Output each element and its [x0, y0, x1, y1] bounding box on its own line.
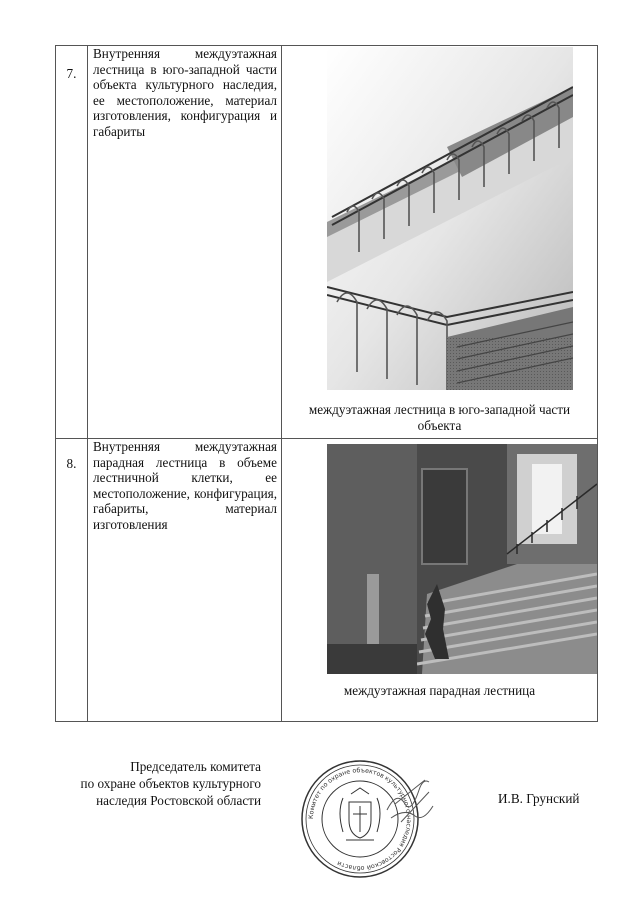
photo-cell — [282, 439, 598, 722]
photo-caption: междуэтажная парадная лестница — [343, 683, 536, 698]
photo-cell — [282, 46, 598, 439]
row-description: Внутренняя междуэтажная парадная лестница в объеме лестничной клетки, ее местоположение, конфигурация, габариты, материал изготовления — [93, 439, 277, 532]
signer-position-line: по охране объектов культурного — [80, 776, 261, 791]
row-description: Внутренняя междуэтажная лестница в юго-западной части объекта культурного наследия, ее местоположение, материал изготовления, конфигурация и габариты — [93, 46, 277, 139]
seal-ring-text: Комитет по охране объектов культурного наследия Ростовской области — [307, 767, 413, 872]
row-number: 8. — [66, 456, 77, 471]
objects-table — [55, 45, 598, 722]
description-cell — [88, 46, 282, 439]
signer-name: И.В. Грунский — [498, 791, 580, 806]
signer-position-line: Председатель комитета — [130, 759, 261, 774]
signer-position-line: наследия Ростовской области — [96, 793, 261, 808]
photo-caption: междуэтажная лестница в юго-западной части объекта — [308, 402, 571, 433]
table-row — [56, 439, 598, 722]
official-seal-stamp — [291, 752, 443, 886]
row-number: 7. — [66, 66, 77, 81]
coat-of-arms-emblem — [340, 788, 380, 840]
description-cell — [88, 439, 282, 722]
row-number-cell — [56, 46, 88, 439]
table-row — [56, 46, 598, 439]
grand-staircase-photo — [327, 444, 597, 674]
staircase-photo — [327, 47, 573, 390]
signer-position — [55, 758, 261, 809]
row-number-cell — [56, 439, 88, 722]
